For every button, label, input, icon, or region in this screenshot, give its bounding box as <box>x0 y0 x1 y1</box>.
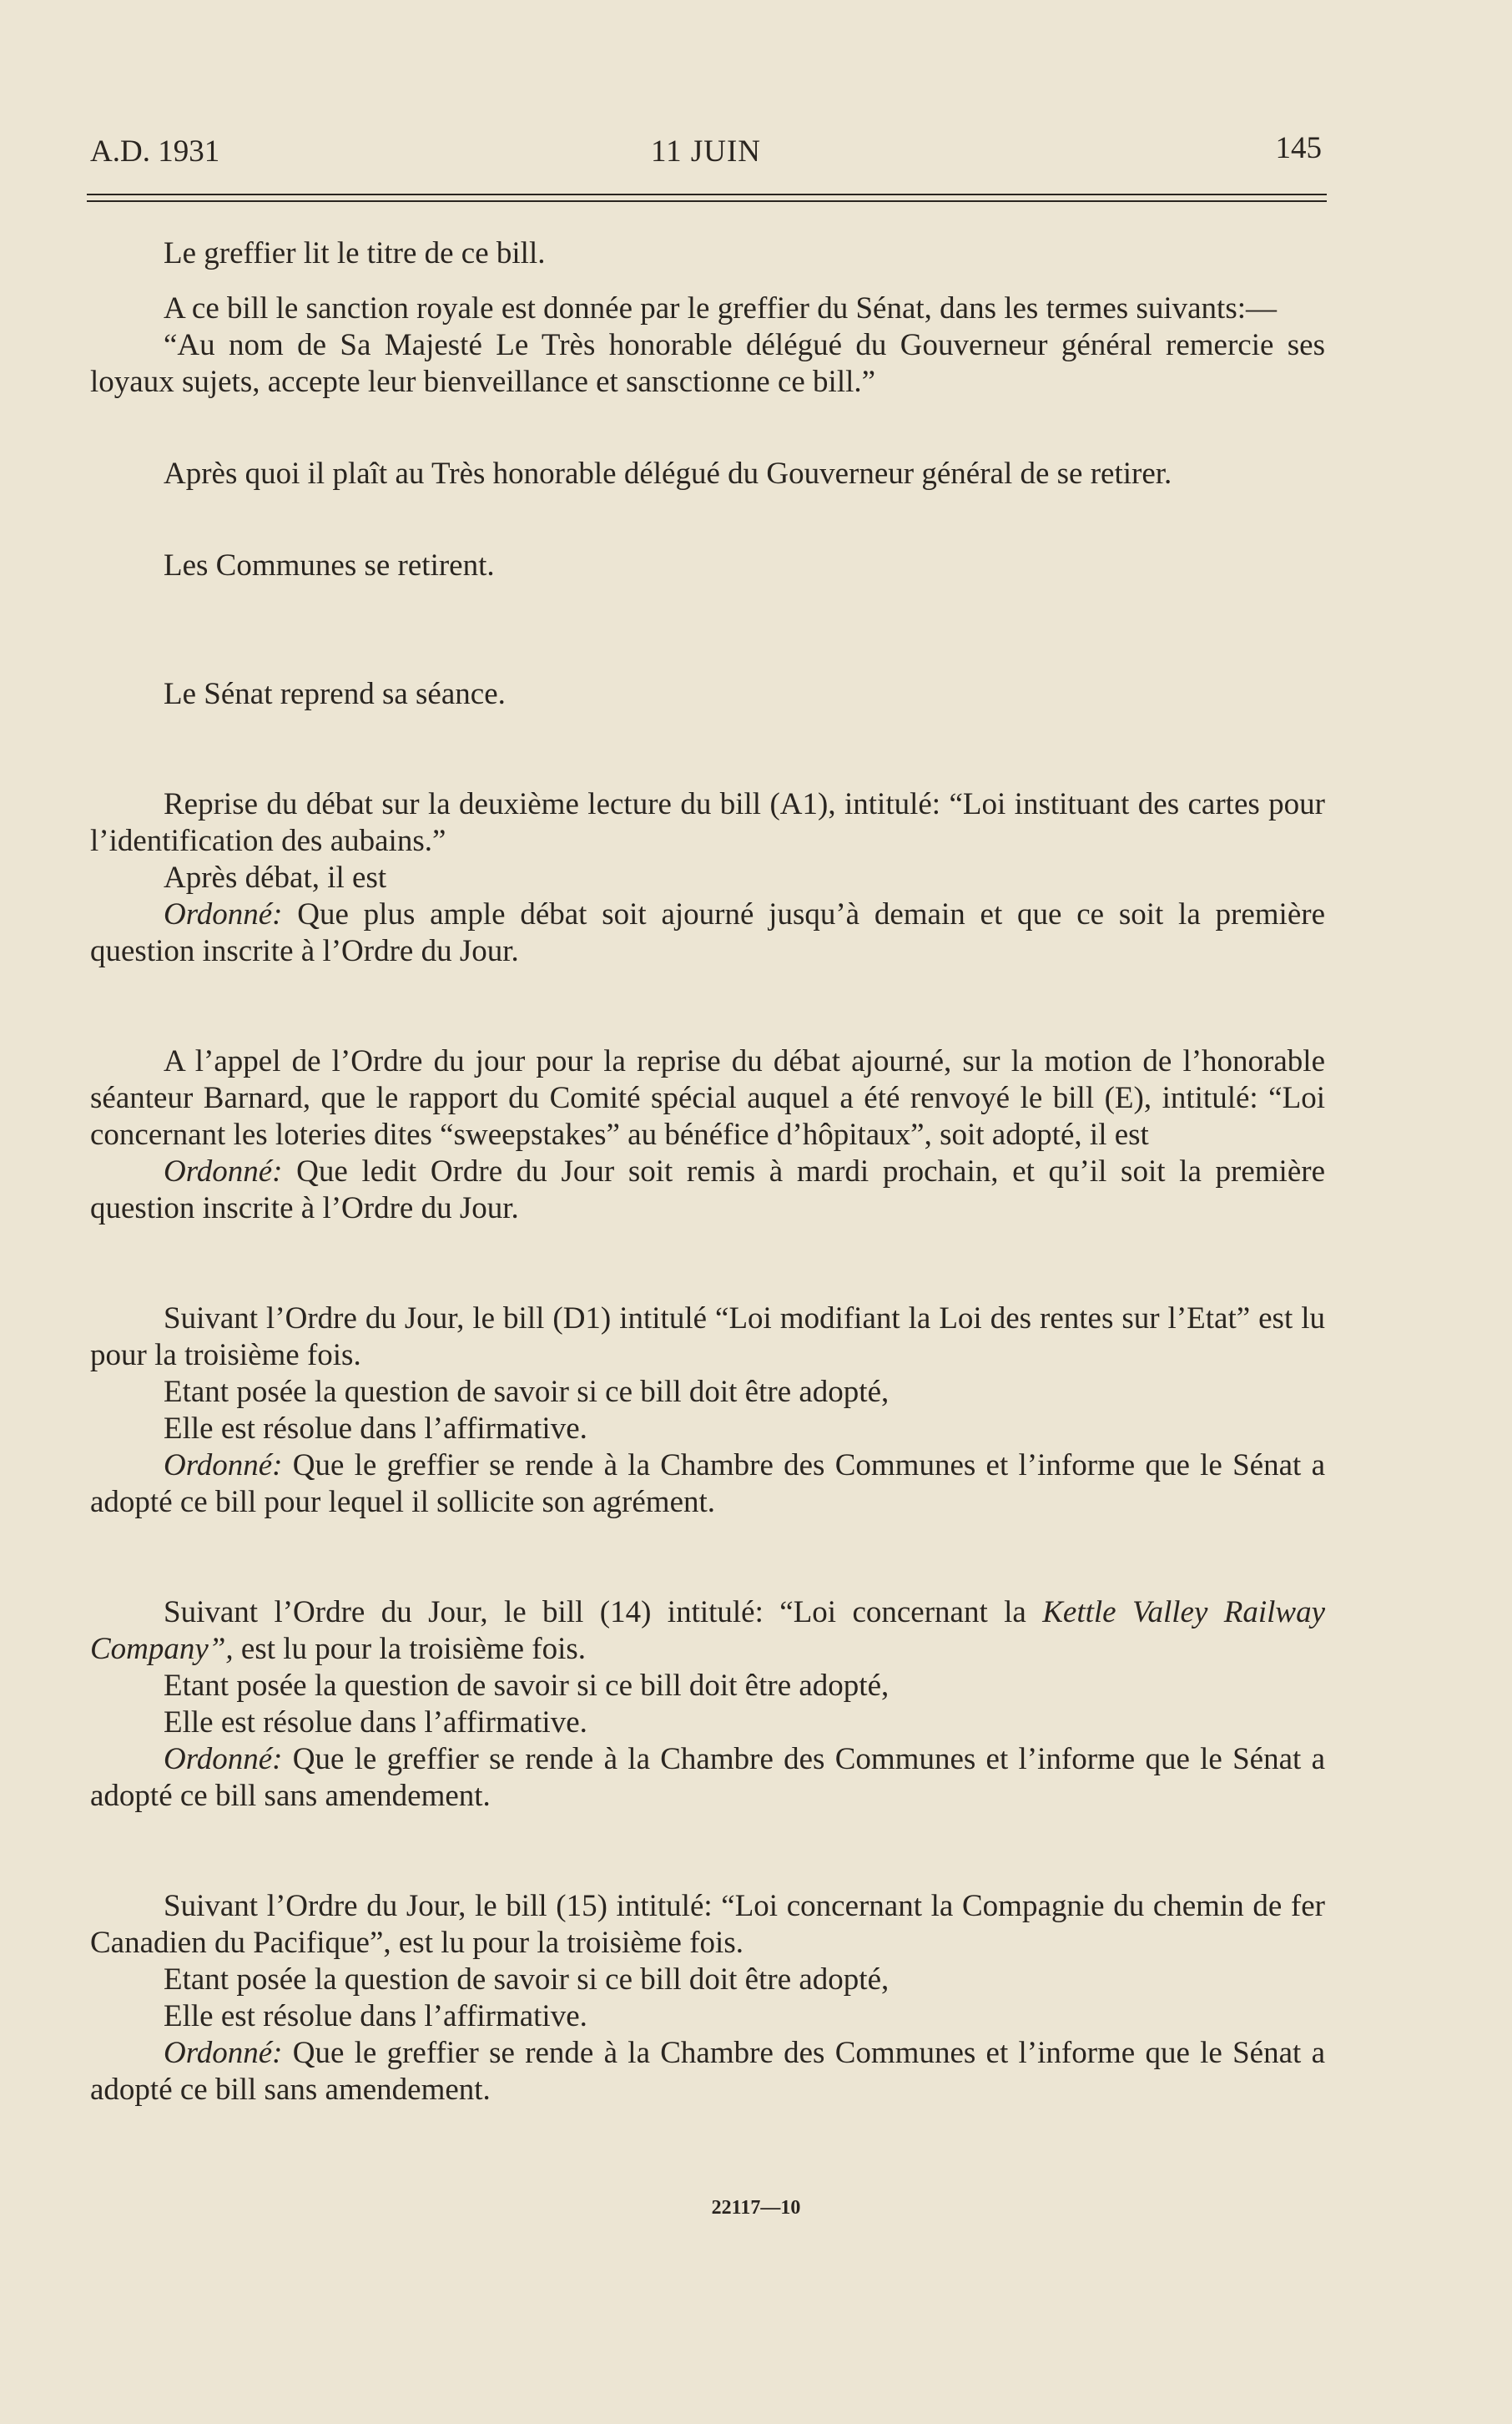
ordonne-label: Ordonné: <box>164 2036 283 2070</box>
paragraph: Après débat, il est <box>164 861 387 895</box>
header-rule-bottom <box>87 200 1327 202</box>
paragraph: Suivant l’Ordre du Jour, le bill (D1) intitulé “Loi modifiant la Loi des rentes sur l’Etat” est lu pour la troisième fois. <box>90 1301 1325 1372</box>
header-date: 11 JUIN <box>650 134 762 169</box>
paragraph: “Au nom de Sa Majesté Le Très honorable délégué du Gouverneur général remercie ses loyaux sujets, accepte leur bienveillance et sansctionne ce bill.” <box>90 328 1325 399</box>
paragraph-text: Que le greffier se rende à la Chambre des Communes et l’informe que le Sénat a adopté ce bill pour lequel il sollicite son agrément. <box>90 1448 1325 1519</box>
paragraph: Etant posée la question de savoir si ce bill doit être adopté, <box>164 1962 890 1997</box>
ordonne-label: Ordonné: <box>164 1154 283 1189</box>
paragraph: Elle est résolue dans l’affirmative. <box>164 1705 587 1740</box>
paragraph: Suivant l’Ordre du Jour, le bill (15) intitulé: “Loi concernant la Compagnie du chemin de fer Canadien du Pacifique”, est lu pour la troisième fois. <box>90 1889 1325 1960</box>
page-header <box>90 131 1322 184</box>
paragraph-text: Que ledit Ordre du Jour soit remis à mardi prochain, et qu’il soit la première question inscrite à l’Ordre du Jour. <box>90 1154 1325 1225</box>
ordonne-label: Ordonné: <box>164 1448 283 1482</box>
paragraph <box>90 1154 1325 1227</box>
paragraph: A ce bill le sanction royale est donnée par le greffier du Sénat, dans les termes suivants:— <box>164 291 1278 326</box>
paragraph: Etant posée la question de savoir si ce bill doit être adopté, <box>164 1669 890 1703</box>
paragraph <box>90 2035 1325 2108</box>
company-name: Kettle Valley Railway Company”, <box>90 1595 1326 1666</box>
paragraph: Les Communes se retirent. <box>164 548 495 583</box>
paragraph-text: Que le greffier se rende à la Chambre des Communes et l’informe que le Sénat a adopté ce bill sans amendement. <box>90 2036 1325 2107</box>
paragraph <box>90 1594 1325 1668</box>
paragraph <box>90 1741 1325 1815</box>
paragraph <box>90 1447 1325 1521</box>
ordonne-label: Ordonné: <box>164 897 283 932</box>
paragraph: Elle est résolue dans l’affirmative. <box>164 1999 587 2033</box>
header-rule-top <box>87 194 1327 195</box>
paragraph: Le greffier lit le titre de ce bill. <box>164 236 546 270</box>
document-body <box>90 235 1325 2108</box>
header-year: A.D. 1931 <box>90 134 220 169</box>
page-number: 145 <box>1275 131 1322 165</box>
paragraph <box>90 896 1325 970</box>
paragraph-text: Que plus ample débat soit ajourné jusqu’à demain et que ce soit la première question inscrite à l’Ordre du Jour. <box>90 897 1325 968</box>
paragraph: Etant posée la question de savoir si ce bill doit être adopté, <box>164 1375 890 1409</box>
paragraph: Reprise du débat sur la deuxième lecture du bill (A1), intitulé: “Loi instituant des cartes pour l’identification des aubains.” <box>90 787 1325 858</box>
printer-code: 22117—10 <box>711 2197 801 2219</box>
paragraph-text: Que le greffier se rende à la Chambre des Communes et l’informe que le Sénat a adopté ce bill sans amendement. <box>90 1742 1325 1813</box>
paragraph: A l’appel de l’Ordre du jour pour la reprise du débat ajourné, sur la motion de l’honorable séanteur Barnard, que le rapport du Comité spécial auquel a été renvoyé le bill (E), intitulé: “Loi concernant les loteries dites “sweepstakes” au bénéfice d’hôpitaux”, soit adopté, il est <box>90 1044 1325 1152</box>
paragraph: Après quoi il plaît au Très honorable délégué du Gouverneur général de se retirer. <box>164 457 1172 491</box>
paragraph: Elle est résolue dans l’affirmative. <box>164 1411 587 1446</box>
ordonne-label: Ordonné: <box>164 1742 283 1776</box>
paragraph-text: est lu pour la troisième fois. <box>233 1632 586 1666</box>
paragraph-text: Suivant l’Ordre du Jour, le bill (14) intitulé: “Loi concernant la <box>164 1595 1043 1629</box>
paragraph: Le Sénat reprend sa séance. <box>164 677 506 711</box>
